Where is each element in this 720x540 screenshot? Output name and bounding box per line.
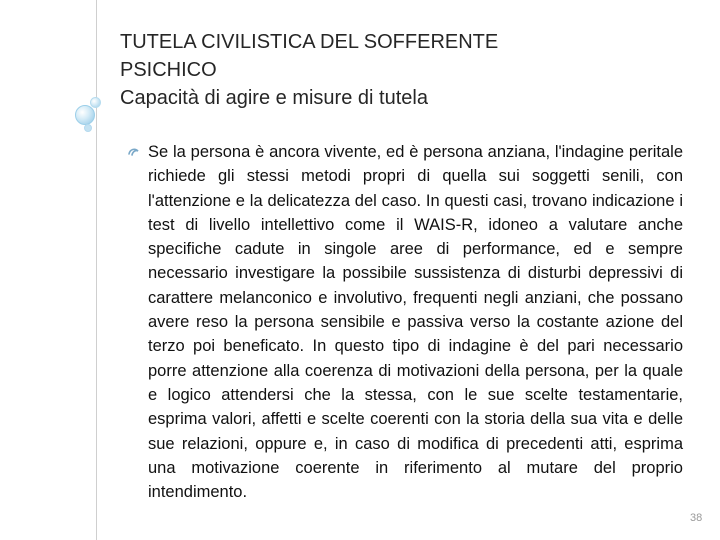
slide-title bbox=[120, 28, 680, 112]
title-line-2: PSICHICO bbox=[120, 59, 217, 81]
decorative-bubble-icon bbox=[75, 105, 95, 125]
title-line-1: TUTELA CIVILISTICA DEL SOFFERENTE bbox=[120, 31, 499, 53]
decorative-bubble-icon bbox=[90, 97, 101, 108]
slide-body-text: Se la persona è ancora vivente, ed è persona anziana, l'indagine peritale richiede gli stessi metodi propri di quella sui soggetti senili, con l'attenzione e la delicatezza del caso. In questi casi, trovano indicazione i test di livello intellettivo come il WAIS-R, idoneo a valutare anche specifiche cadute in singole aree di performance, ed e sempre necessario investigare la possibile sussistenza di disturbi depressivi di carattere melanconico e involutivo, frequenti negli anziani, che possano avere reso la persona sensibile e passiva verso la costante azione del terzo poi beneficato. In questo tipo di indagine è del pari necessario porre attenzione alla coerenza di motivazioni della persona, per la quale e logico attendersi che la stessa, con le sue scelte testamentarie, esprima valori, affetti e scelte coerenti con la storia della sua vita e delle sue relazioni, oppure e, in caso di modifica di precedenti atti, esprima una motivazione coerente in riferimento al mutare del proprio intendimento. bbox=[148, 143, 683, 502]
decorative-bubble-icon bbox=[84, 124, 92, 132]
curl-bullet-icon bbox=[127, 145, 141, 159]
page-number: 38 bbox=[690, 512, 703, 524]
slide-subtitle: Capacità di agire e misure di tutela bbox=[120, 87, 428, 109]
vertical-divider-line bbox=[96, 0, 97, 540]
